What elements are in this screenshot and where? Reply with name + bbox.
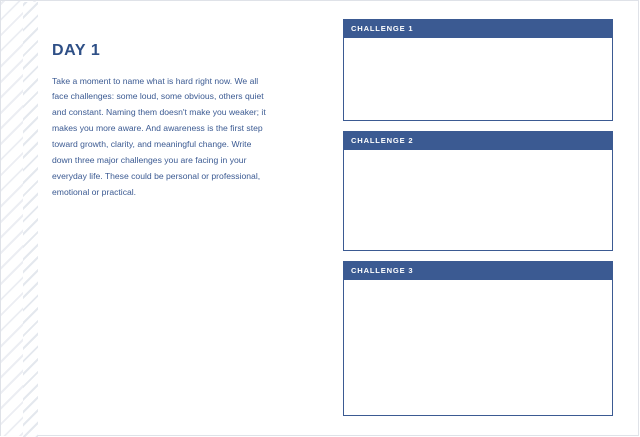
challenge-3-header: CHALLENGE 3	[343, 261, 613, 280]
challenge-block	[343, 131, 613, 251]
instruction-paragraph: Take a moment to name what is hard right now. We all face challenges: some loud, some obvious, others quiet and constant. Naming them doesn't make you weaker; it makes you more aware. And awareness is the first step toward growth, clarity, and meaningful change. Write down three major challenges you are facing in your everyday life. These could be personal or professional, emotional or practical.	[52, 75, 266, 197]
challenge-1-header: CHALLENGE 1	[343, 19, 613, 38]
decorative-hatch-strip	[1, 1, 37, 436]
challenges-column	[343, 19, 613, 426]
text-column	[52, 42, 274, 201]
challenge-1-input[interactable]	[343, 38, 613, 121]
decorative-hatch-strip-inner	[23, 2, 38, 437]
challenge-block	[343, 19, 613, 121]
challenge-2-input[interactable]	[343, 150, 613, 251]
challenge-2-header: CHALLENGE 2	[343, 131, 613, 150]
page-title: DAY 1	[52, 42, 101, 59]
challenge-3-input[interactable]	[343, 280, 613, 416]
challenge-block	[343, 261, 613, 416]
